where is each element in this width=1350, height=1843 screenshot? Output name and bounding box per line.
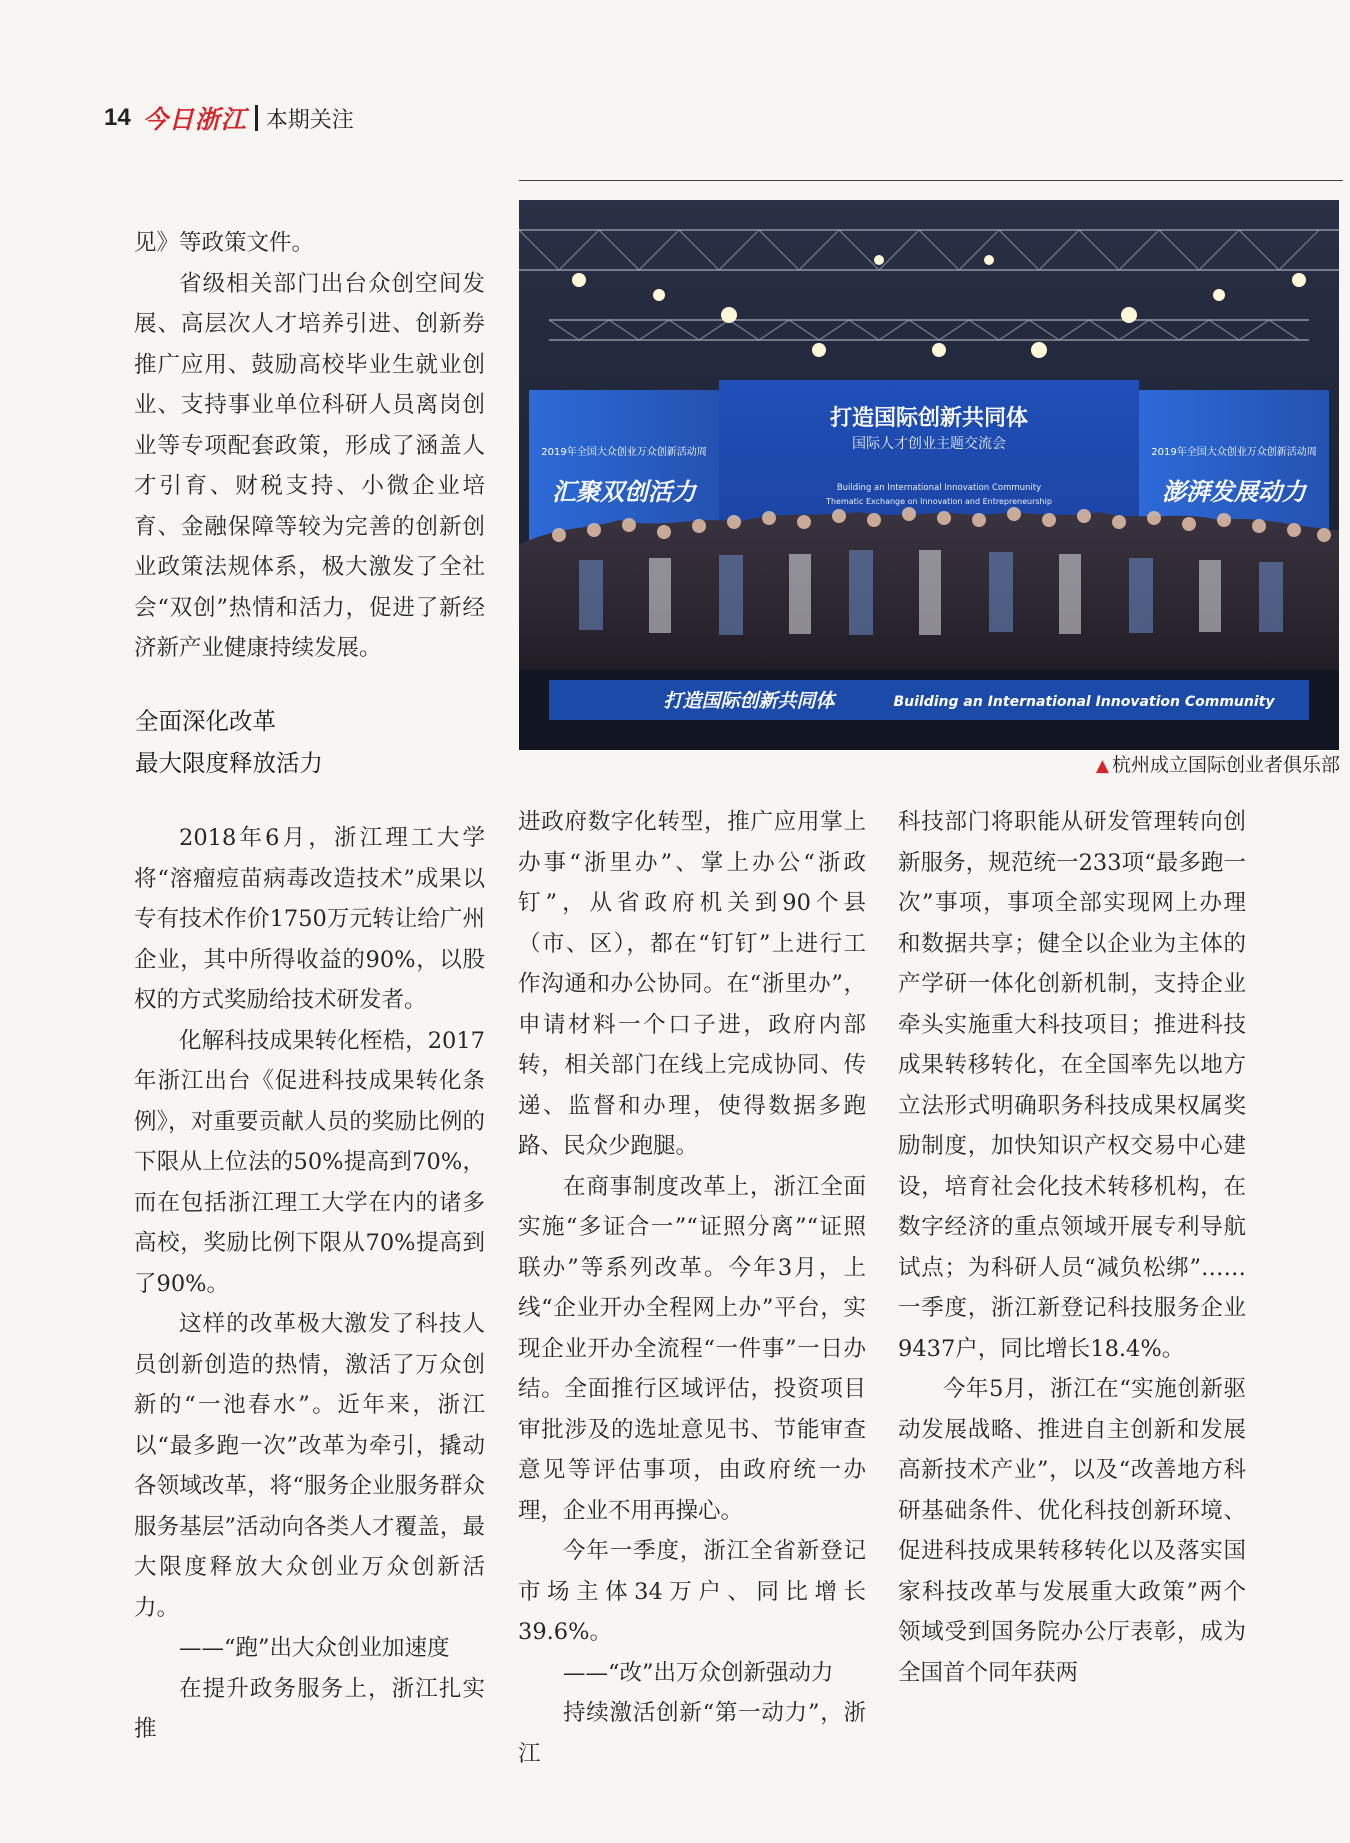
column-3	[898, 802, 1246, 1693]
header-divider	[255, 105, 258, 131]
section-heading	[135, 700, 323, 784]
paragraph: 持续激活创新“第一动力”，浙江	[518, 1700, 866, 1767]
paragraph: 省级相关部门出台众创空间发展、高层次人才培养引进、创新券推广应用、鼓励高校毕业生就业创业、支持事业单位科研人员离岗创业等专项配套政策，形成了涵盖人才引育、财税支持、小微企业培育、金融保障等较为完善的创新创业政策法规体系，极大激发了全社会“双创”热情和活力，促进了新经济新产业健康持续发展。	[134, 270, 485, 661]
paragraph: 化解科技成果转化桎梏，2017年浙江出台《促进科技成果转化条例》，对重要贡献人员的奖励比例的下限从上位法的50%提高到70%，而在包括浙江理工大学在内的诸多高校，奖励比例下限从70%提高到了90%。	[134, 1027, 485, 1297]
stage-front-chinese: 打造国际创新共同体	[663, 690, 835, 712]
banner-center-title: 打造国际创新共同体	[829, 406, 1029, 431]
banner-center-english-2: Thematic Exchange on Innovation and Entrepreneurship	[826, 497, 1052, 506]
section-heading-line: 全面深化改革	[135, 707, 276, 735]
section-title: 本期关注	[265, 107, 354, 133]
banner-left-slogan: 汇聚双创活力	[552, 478, 696, 506]
paragraph: 今年一季度，浙江全省新登记市场主体34万户、同比增长39.6%。	[518, 1538, 866, 1645]
subheading: ——“跑”出大众创业加速度	[179, 1635, 450, 1661]
banner-right-event: 2019年全国大众创业万众创新活动周	[1151, 447, 1317, 458]
section-heading-line: 最大限度释放活力	[135, 749, 323, 777]
stage-front-english: Building an International Innovation Community	[893, 694, 1275, 710]
column-1-bottom	[134, 818, 485, 1750]
header-rule	[519, 180, 1343, 181]
photo-caption	[1000, 752, 1340, 779]
photo-caption-text: 杭州成立国际创业者俱乐部	[1111, 754, 1340, 776]
paragraph: 2018年6月，浙江理工大学将“溶瘤痘苗病毒改造技术”成果以专有技术作价1750万元转让给广州企业，其中所得收益的90%，以股权的方式奖励给技术研发者。	[134, 825, 485, 1013]
paragraph: 在提升政务服务上，浙江扎实推	[134, 1675, 485, 1742]
page-number: 14	[104, 104, 131, 131]
banner-center-subtitle: 国际人才创业主题交流会	[852, 436, 1006, 452]
paragraph: 科技部门将职能从研发管理转向创新服务，规范统一233项“最多跑一次”事项，事项全部实现网上办理和数据共享；健全以企业为主体的产学研一体化创新机制，支持企业牵头实施重大科技项目；推进科技成果转移转化，在全国率先以地方立法形式明确职务科技成果权属奖励制度，加快知识产权交易中心建设，培育社会化技术转移机构，在数字经济的重点领域开展专利导航试点；为科研人员“减负松绑”……一季度，浙江新登记科技服务企业9437户，同比增长18.4%。	[898, 809, 1246, 1362]
caption-triangle-icon: ▲	[1095, 756, 1109, 776]
banner-right-slogan: 澎湃发展动力	[1162, 478, 1306, 506]
event-photo	[519, 200, 1339, 750]
banner-center-english-1: Building an International Innovation Community	[836, 483, 1042, 493]
column-2	[518, 802, 866, 1774]
page-header	[104, 98, 354, 138]
column-1-top	[134, 223, 485, 669]
paragraph: 这样的改革极大激发了科技人员创新创造的热情，激活了万众创新的“一池春水”。近年来，浙江以“最多跑一次”改革为牵引，撬动各领域改革，将“服务企业服务群众服务基层”活动向各类人才覆盖，最大限度释放大众创业万众创新活力。	[134, 1311, 485, 1621]
paragraph: 在商事制度改革上，浙江全面实施“多证合一”“证照分离”“证照联办”等系列改革。今年3月，上线“企业开办全程网上办”平台，实现企业开办全流程“一件事”一日办结。全面推行区域评估，投资项目审批涉及的选址意见书、节能审查意见等评估事项，由政府统一办理，企业不用再操心。	[518, 1173, 866, 1524]
banner-left-event: 2019年全国大众创业万众创新活动周	[541, 447, 707, 458]
event-photo-illustration	[519, 200, 1339, 750]
paragraph: 见》等政策文件。	[134, 230, 315, 256]
paragraph: 今年5月，浙江在“实施创新驱动发展战略、推进自主创新和发展高新技术产业”，以及“改善地方科研基础条件、优化科技创新环境、促进科技成果转移转化以及落实国家科技改革与发展重大政策”两个领域受到国务院办公厅表彰，成为全国首个同年获两	[898, 1376, 1246, 1686]
paragraph: 进政府数字化转型，推广应用掌上办事“浙里办”、掌上办公“浙政钉”，从省政府机关到90个县（市、区），都在“钉钉”上进行工作沟通和办公协同。在“浙里办”，申请材料一个口子进，政府内部转，相关部门在线上完成协同、传递、监督和办理，使得数据多跑路、民众少跑腿。	[518, 809, 866, 1159]
magazine-logo: 今日浙江	[142, 105, 247, 134]
subheading: ——“改”出万众创新强动力	[563, 1659, 834, 1686]
